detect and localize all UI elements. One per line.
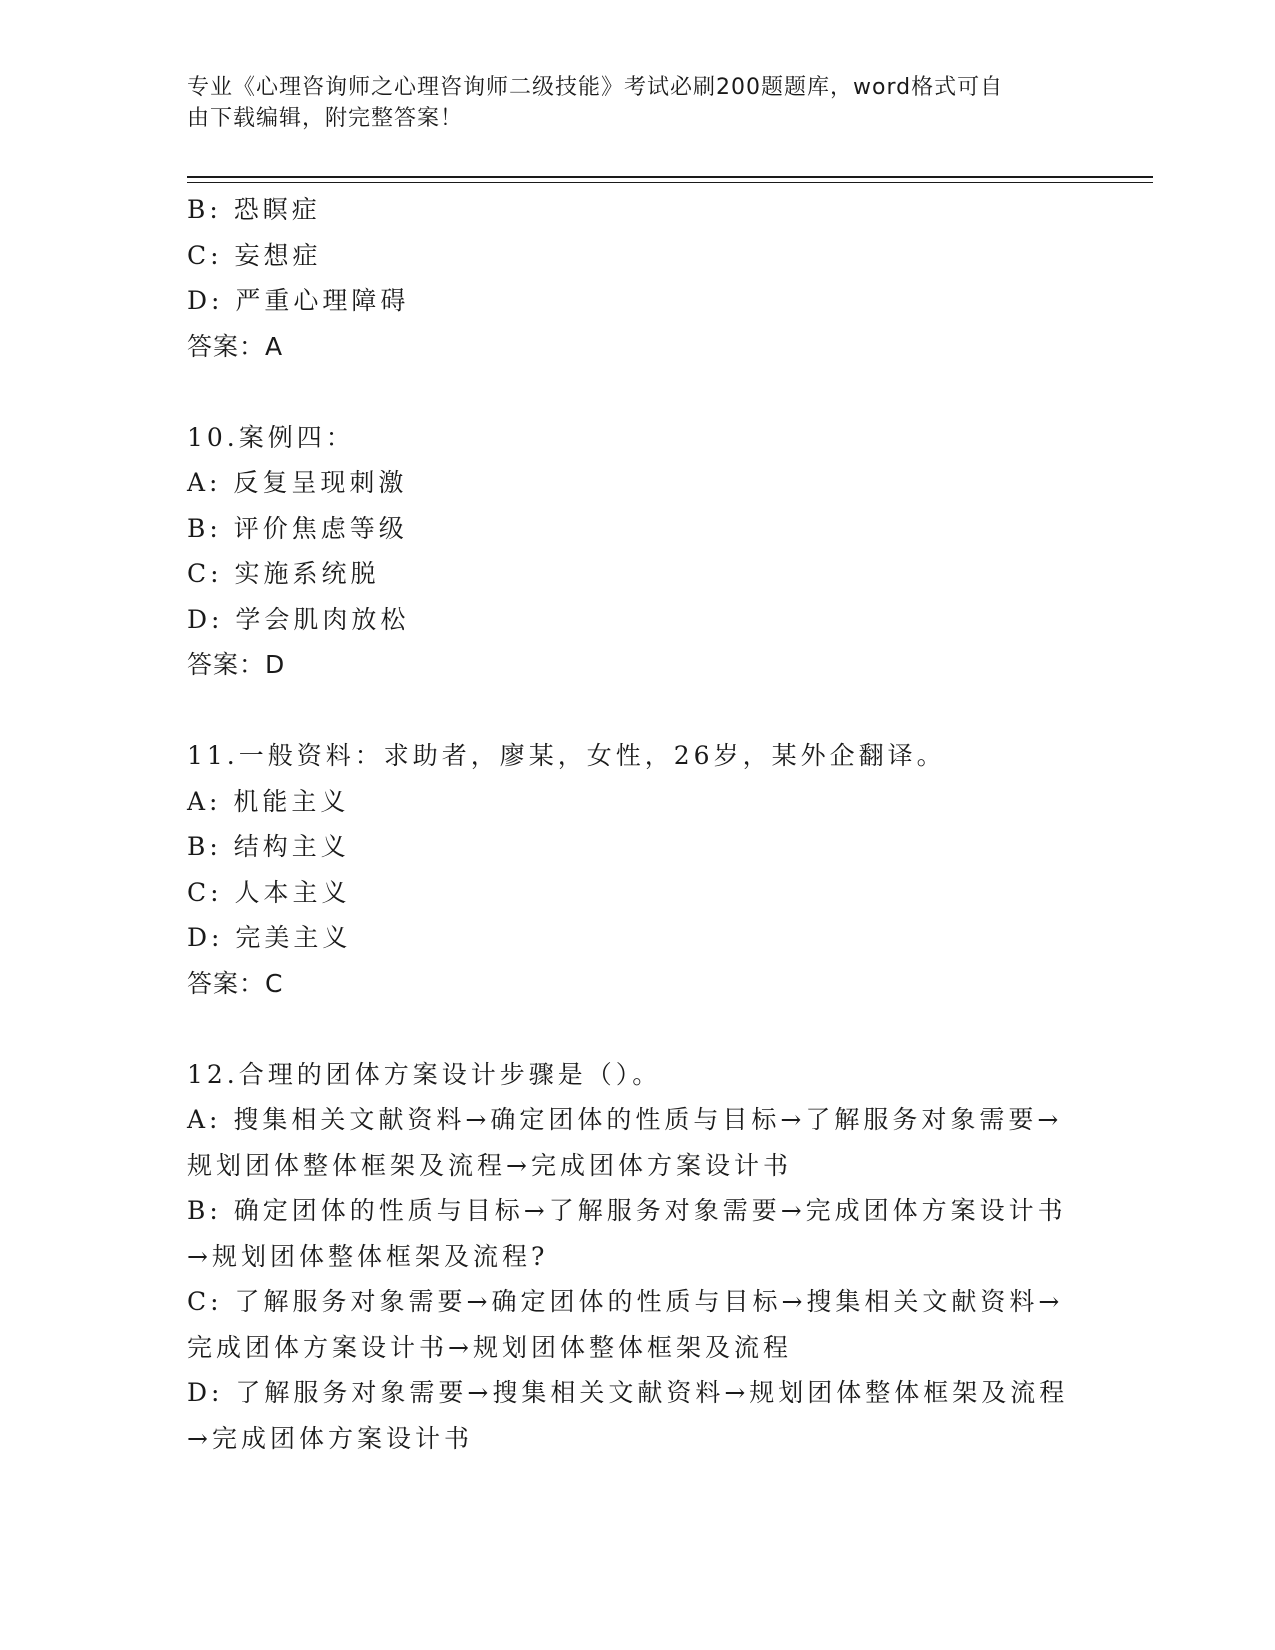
- option-b-line-2: →规划团体整体框架及流程?: [187, 1241, 549, 1271]
- header-line-2: 由下载编辑，附完整答案！: [187, 106, 464, 131]
- answer: 答案：A: [187, 331, 284, 361]
- question-12: [187, 1052, 1087, 1462]
- option-c: C: 人本主义: [187, 877, 351, 907]
- option-a: A: 机能主义: [187, 786, 350, 816]
- header-divider-thin: [187, 182, 1153, 183]
- document-body: [187, 187, 1087, 1461]
- header-line-1: 专业《心理咨询师之心理咨询师二级技能》考试必刷200题题库，word格式可自: [187, 75, 1004, 100]
- question-11: [187, 733, 1087, 1006]
- question-stem: 10.案例四：: [187, 422, 355, 452]
- option-b-line-1: B: 确定团体的性质与目标→了解服务对象需要→完成团体方案设计书: [187, 1196, 1067, 1225]
- option-b: B: 评价焦虑等级: [187, 513, 408, 543]
- option-a-line-2: 规划团体整体框架及流程→完成团体方案设计书: [187, 1150, 792, 1180]
- option-c-line-2: 完成团体方案设计书→规划团体整体框架及流程: [187, 1332, 792, 1362]
- question-10: [187, 415, 1087, 688]
- option-d: D: 学会肌肉放松: [187, 604, 410, 634]
- spacer: [187, 1006, 1087, 1052]
- spacer: [187, 369, 1087, 415]
- option-d: D: 严重心理障碍: [187, 286, 410, 315]
- question-stem: 12.合理的团体方案设计步骤是（）。: [187, 1059, 662, 1089]
- option-d-line-1: D: 了解服务对象需要→搜集相关文献资料→规划团体整体框架及流程: [187, 1378, 1069, 1407]
- question-stem: 11.一般资料：求助者，廖某，女性，26岁，某外企翻译。: [187, 741, 946, 770]
- answer: 答案：D: [187, 650, 286, 679]
- document-header: [187, 72, 1067, 134]
- option-c: C: 妄想症: [187, 240, 322, 270]
- option-c: C: 实施系统脱: [187, 559, 380, 588]
- spacer: [187, 688, 1087, 734]
- header-divider-thick: [187, 176, 1153, 178]
- question-9: [187, 187, 1087, 369]
- option-a: A: 反复呈现刺激: [187, 468, 408, 497]
- option-b: B: 结构主义: [187, 832, 350, 861]
- option-c-line-1: C: 了解服务对象需要→确定团体的性质与目标→搜集相关文献资料→: [187, 1287, 1064, 1316]
- answer: 答案：C: [187, 968, 284, 998]
- option-d-line-2: →完成团体方案设计书: [187, 1423, 473, 1453]
- option-a-line-1: A: 搜集相关文献资料→确定团体的性质与目标→了解服务对象需要→: [187, 1105, 1063, 1134]
- option-d: D: 完美主义: [187, 923, 352, 952]
- option-b: B: 恐瞑症: [187, 195, 321, 224]
